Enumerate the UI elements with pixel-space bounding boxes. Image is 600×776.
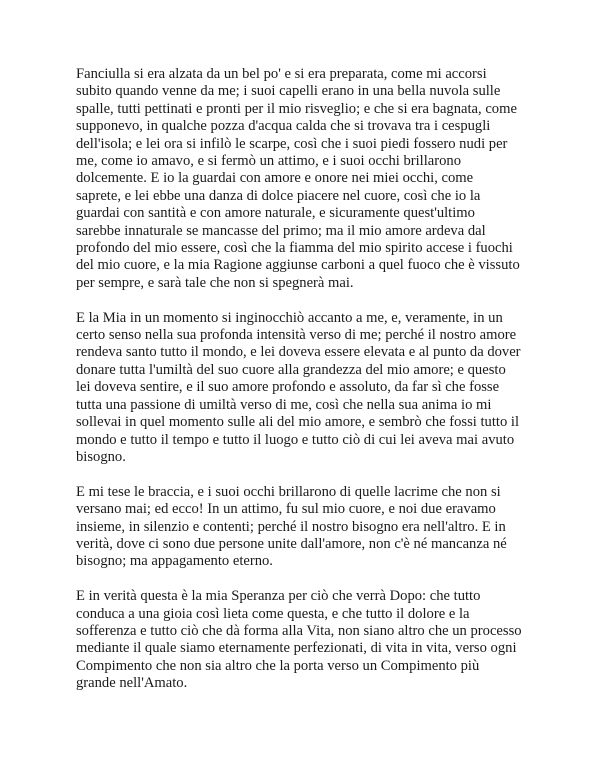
- text-line: lei doveva sentire, e il suo amore profondo e assoluto, da far sì che fosse: [76, 379, 500, 396]
- text-line: grande nell'Amato.: [76, 675, 188, 692]
- paragraph-2: [76, 310, 536, 467]
- text-line: saprete, e lei ebbe una danza di dolce piacere nel cuore, così che io la: [76, 187, 481, 204]
- text-line: Compimento che non sia altro che la porta verso un Compimento più: [76, 657, 480, 674]
- text-line: dolcemente. E io la guardai con amore e onore nei miei occhi, come: [76, 170, 474, 187]
- text-line: sarebbe innaturale se mancasse del primo; ma il mio amore ardeva dal: [76, 222, 486, 239]
- text-line: rendeva santo tutto il mondo, e lei doveva essere elevata e al punto da dover: [76, 344, 521, 361]
- text-line: tutta una passione di umiltà verso di me, così che nella sua anima io mi: [76, 396, 492, 413]
- text-line: E in verità questa è la mia Speranza per ciò che verrà Dopo: che tutto: [76, 588, 481, 605]
- paragraph-4: [76, 588, 536, 692]
- text-line: verità, dove ci sono due persone unite dall'amore, non c'è né mancanza né: [76, 535, 507, 552]
- text-line: del mio cuore, e la mia Ragione aggiunse carboni a quel fuoco che è vissuto: [76, 257, 520, 274]
- text-line: spalle, tutti pettinati e pronti per il mio risveglio; e che si era bagnata, come: [76, 100, 517, 117]
- text-line: profondo del mio essere, così che la fiamma del mio spirito accese i fuochi: [76, 240, 513, 257]
- text-line: donare tutta l'umiltà del suo cuore alla grandezza del mio amore; e questo: [76, 361, 506, 378]
- text-line: mediante il quale siamo eternamente perfezionati, di vita in vita, verso ogni: [76, 640, 517, 657]
- text-line: insieme, in silenzio e contenti; perché il nostro bisogno era nell'altro. E in: [76, 518, 506, 535]
- text-line: certo senso nella sua profonda intensità verso di me; perché il nostro amore: [76, 327, 517, 344]
- text-line: E mi tese le braccia, e i suoi occhi brillarono di quelle lacrime che non si: [76, 483, 501, 500]
- paragraph-1: [76, 66, 536, 292]
- text-line: bisogno.: [76, 448, 126, 465]
- text-line: me, come io amavo, e si fermò un attimo, e i suoi occhi brillarono: [76, 153, 462, 170]
- text-line: sofferenza e tutto ciò che dà forma alla Vita, non siano altro che un processo: [76, 622, 522, 639]
- text-line: conduca a una gioia così lieta come questa, e che tutto il dolore e la: [76, 605, 470, 622]
- text-line: E la Mia in un momento si inginocchiò accanto a me, e, veramente, in un: [76, 309, 503, 326]
- text-line: sollevai in quel momento sulle ali del mio amore, e sembrò che fossi tutto il: [76, 414, 519, 431]
- paragraph-3: [76, 484, 536, 571]
- text-line: dell'isola; e lei ora si infilò le scarpe, così che i suoi piedi fossero nudi per: [76, 135, 508, 152]
- text-line: subito quando venne da me; i suoi capelli erano in una bella nuvola sulle: [76, 83, 501, 100]
- text-line: bisogno; ma appagamento eterno.: [76, 553, 273, 570]
- text-line: supponevo, in qualche pozza d'acqua calda che si trovava tra i cespugli: [76, 118, 491, 135]
- text-line: versano mai; ed ecco! In un attimo, fu sul mio cuore, e noi due eravamo: [76, 501, 496, 518]
- text-line: guardai con santità e con amore naturale, e sicuramente quest'ultimo: [76, 205, 475, 222]
- document-body: [76, 66, 536, 710]
- text-line: mondo e tutto il tempo e tutto il luogo e tutto ciò di cui lei aveva mai avuto: [76, 431, 515, 448]
- text-line: Fanciulla si era alzata da un bel po' e si era preparata, come mi accorsi: [76, 66, 487, 82]
- text-line: per sempre, e sarà tale che non si spegnerà mai.: [76, 274, 354, 291]
